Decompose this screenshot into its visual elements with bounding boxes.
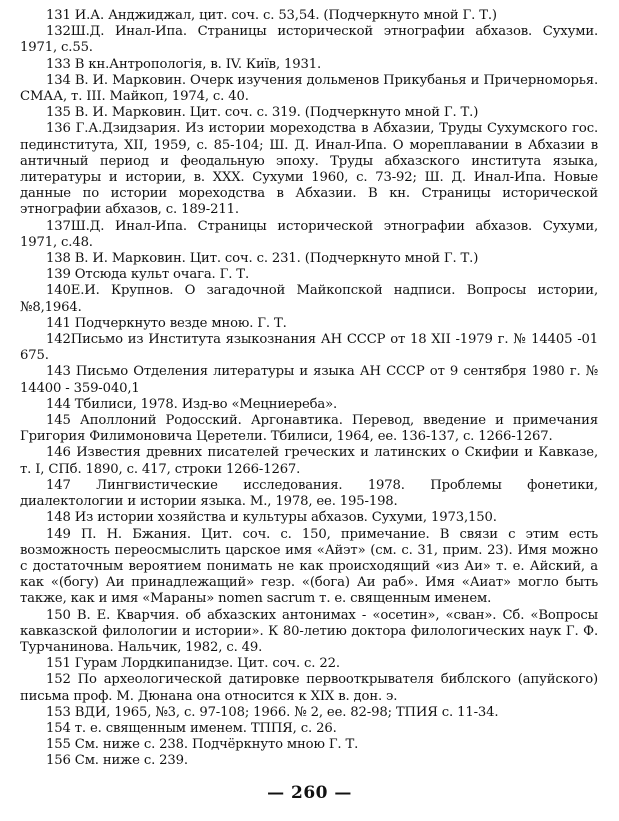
footnote-141: 141 Подчеркнуто везде мною. Г. Т. <box>46 315 287 331</box>
footnote-133: 133 В кн.Антропологія, в. IV. Київ, 1931. <box>46 56 322 72</box>
footnote-154: 154 т. е. священным именем. ТППЯ, с. 26. <box>46 720 337 736</box>
footnote-132: 132Ш.Д. Инал-Ипа. Страницы исторической этнографии абхазов. Сухуми. 1971, с.55. <box>20 24 598 56</box>
footnote-156: 156 См. ниже с. 239. <box>46 753 188 769</box>
footnote-155: 155 См. ниже с. 238. Подчёркнуто мною Г. Т. <box>46 737 359 753</box>
footnote-147: 147 Лингвистические исследования. 1978. Проблемы фонетики, диалектологии и истории языка. М., 1978, ее. 195-198. <box>20 477 598 510</box>
footnote-150: 150 В. Е. Кварчия. об абхазских антонимах - «осетин», «сван». Сб. «Вопросы кавказской филологии и истории». К 80-летию доктора филологических наук Г. Ф. Турчанинова. Нальчик, 1982, с. 49. <box>20 607 598 655</box>
footnote-137: 137Ш.Д. Инал-Ипа. Страницы исторической этнографии абхазов. Сухуми, 1971, с.48. <box>20 218 598 250</box>
footnote-134: 134 В. И. Марковин. Очерк изучения дольменов Прикубанья и Причерноморья. СМАА, т. III. Майкоп, 1974, с. 40. <box>20 72 598 105</box>
footnote-135: 135 В. И. Марковин. Цит. соч. с. 319. (Подчеркнуто мной Г. Т.) <box>46 105 479 121</box>
footnote-144: 144 Тбилиси, 1978. Изд-во «Мецниереба». <box>46 396 338 412</box>
footnote-146: 146 Известия древних писателей греческих и латинских о Скифии и Кавказе, т. I, СПб. 1890, с. 417, строки 1266-1267. <box>20 445 598 477</box>
footnote-142: 142Письмо из Института языкознания АН СССР от 18 XII -1979 г. № 14405 -01 675. <box>20 332 598 364</box>
footnote-143: 143 Письмо Отделения литературы и языка АН СССР от 9 сентября 1980 г. № 14400 - 359-040,1 <box>20 364 598 396</box>
footnote-139: 139 Отсюда культ очага. Г. Т. <box>46 267 249 283</box>
footnote-153: 153 ВДИ, 1965, №3, с. 97-108; 1966. № 2, ее. 82-98; ТПИЯ с. 11-34. <box>46 704 499 720</box>
footnote-145: 145 Аполлоний Родосский. Аргонавтика. Перевод, введение и примечания Григория Филимоновича Церетели. Тбилиси, 1964, ее. 136-137, с. 1266-1267. <box>20 413 598 445</box>
footnote-136: 136 Г.А.Дзидзария. Из истории мореходства в Абхазии, Труды Сухумского гос. пединститута, XII, 1959, с. 85-104; Ш. Д. Инал-Ипа. О мореплавании в Абхазии в античный период и феодальную эпоху. Труды абхазского института языка, литературы и истории, в. XXX. Сухуми 1960, с. 73-92; Ш. Д. Инал-Ипа. Новые данные по истории мореходства в Абхазии. В кн. Страницы исторической этнографии абхазов, с. 189-211. <box>20 121 598 218</box>
footnote-140: 140Е.И. Крупнов. О загадочной Майкопской надписи. Вопросы истории, №8,1964. <box>20 283 598 315</box>
page-number: — 260 — <box>267 783 352 803</box>
footnote-131: 131 И.А. Анджиджал, цит. соч. с. 53,54. (Подчеркнуто мной Г. Т.) <box>46 8 497 23</box>
footnotes-list <box>20 8 598 770</box>
footnote-148: 148 Из истории хозяйства и культуры абхазов. Сухуми, 1973,150. <box>46 510 497 526</box>
footnote-149: 149 П. Н. Бжания. Цит. соч. с. 150, примечание. В связи с этим есть возможность переосмыслить царское имя «Айэт» (см. с. 31, прим. 23). Имя можно с достаточным вероятием понимать не как происходящий «из Аи» т. е. Айский, а как «(богу) Аи принадлежащий» гезр. «(бога) Аи раб». Имя «Аиат» могло быть также, как и имя «Мараны» nomen sacrum т. е. священным именем. <box>20 526 598 607</box>
footnote-138: 138 В. И. Марковин. Цит. соч. с. 231. (Подчеркнуто мной Г. Т.) <box>46 251 479 267</box>
footnote-152: 152 По археологической датировке первооткрывателя библского (апуйского) письма проф. М. Дюнана она относится к XIX в. дон. э. <box>20 672 598 704</box>
footnote-151: 151 Гурам Лордкипанидзе. Цит. соч. с. 22. <box>46 656 340 672</box>
